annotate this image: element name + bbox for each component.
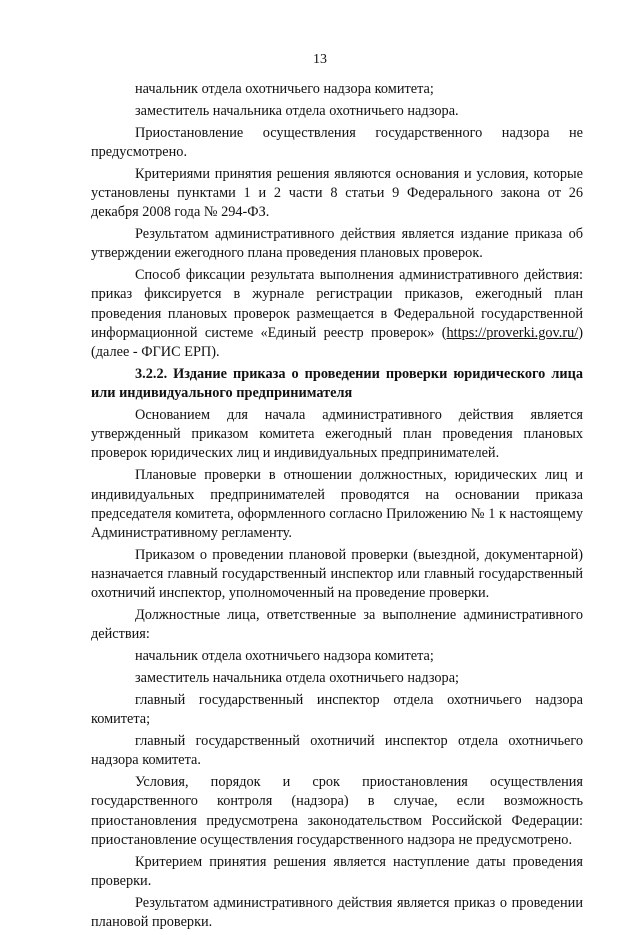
list-item-chief-hunting-inspector: главный государственный охотничий инспектор отдела охотничьего надзора комитета. (91, 733, 583, 769)
section-heading-3-2-2: 3.2.2. Издание приказа о проведении проверки юридического лица или индивидуального предпринимателя (91, 365, 583, 402)
paragraph-conditions: Условия, порядок и срок приостановления осуществления государственного контроля (надзора) в случае, если возможность приостановления предусмотрена законодательством Российской Федерации: приостановление осуществления государственного надзора не предусмотрено. (91, 774, 583, 848)
paragraph-inspection-order: Приказом о проведении плановой проверки (выездной, документарной) назначается главный государственный инспектор или главный государственный охотничий инспектор, уполномоченный на проведение проверки. (91, 546, 583, 602)
list-item-head-dept-2: начальник отдела охотничьего надзора комитета; (135, 648, 434, 665)
paragraph-suspension: Приостановление осуществления государственного надзора не предусмотрено. (91, 124, 583, 160)
paragraph-planned-inspections: Плановые проверки в отношении должностных, юридических лиц и индивидуальных предпринимателей проводятся на основании приказа председателя комитета, оформленного согласно Приложению № 1 к настоящему Административному регламенту. (91, 467, 583, 541)
list-item-chief-state-inspector: главный государственный инспектор отдела охотничьего надзора комитета; (91, 692, 583, 728)
list-item-deputy-head: заместитель начальника отдела охотничьего надзора. (135, 102, 459, 119)
paragraph-fixation-method (91, 266, 583, 362)
paragraph-basis: Основанием для начала административного действия является утвержденный приказом комитета ежегодный план проведения плановых проверок юридических лиц и индивидуальных предпринимателей. (91, 407, 583, 462)
paragraph-responsible-officials: Должностные лица, ответственные за выполнение административного действия: (91, 607, 583, 643)
paragraph-action-result: Результатом административного действия является приказ о проведении плановой проверки. (91, 894, 583, 931)
page-number: 13 (313, 52, 327, 67)
fixation-text-before: Способ фиксации результата выполнения административного действия: приказ фиксируется в журнале регистрации приказов, ежегодный план проведения плановых проверок размещается в Федеральной государственной информационной системе «Единый реестр проверок» ( (91, 267, 583, 341)
document-body (91, 80, 583, 935)
paragraph-decision-criterion: Критерием принятия решения является наступление даты проведения проверки. (91, 853, 583, 889)
paragraph-result: Результатом административного действия является издание приказа об утверждении ежегодного плана проведения плановых проверок. (91, 226, 583, 262)
paragraph-criteria: Критериями принятия решения являются основания и условия, которые установлены пунктами 1 и 2 части 8 статьи 9 Федерального закона от 26 декабря 2008 года № 294-ФЗ. (91, 165, 583, 221)
proverki-link[interactable]: https://proverki.gov.ru/ (446, 324, 579, 341)
fixation-text-after: ) (далее - ФГИС ЕРП). (91, 324, 583, 361)
list-item-head-dept: начальник отдела охотничьего надзора комитета; (135, 81, 434, 97)
list-item-deputy-head-2: заместитель начальника отдела охотничьего надзора; (135, 670, 460, 687)
